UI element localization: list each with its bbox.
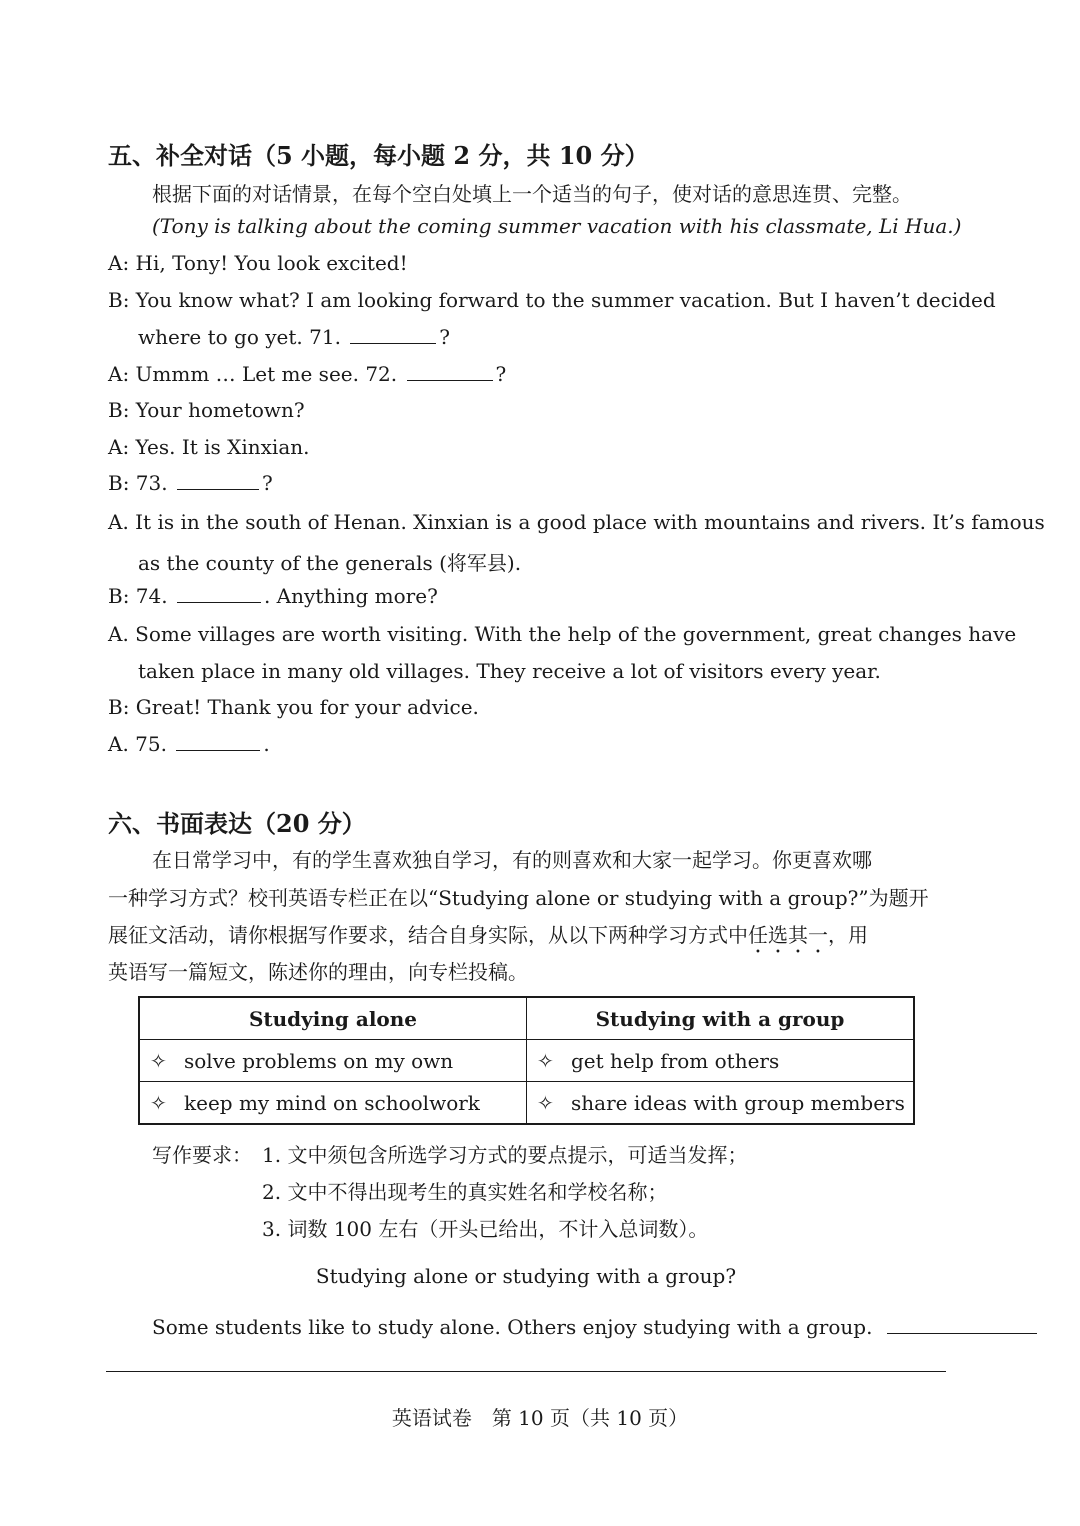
dialogue-text: where to go yet. 71. <box>138 325 341 349</box>
page-footer: 英语试卷 第 10 页（共 10 页） <box>391 1406 689 1430</box>
dialogue-line: B: Your hometown? <box>108 398 305 422</box>
dialogue-text: A. 75. <box>108 732 167 756</box>
essay-title: Studying alone or studying with a group? <box>315 1264 737 1288</box>
dialogue-line-75 <box>108 732 270 756</box>
table-cell <box>139 1082 527 1125</box>
dialogue-line: as the county of the generals (将军县). <box>138 551 522 575</box>
dialogue-text: B: 74. <box>108 584 168 608</box>
dialogue-text: ? <box>439 325 451 349</box>
cell-text: get help from others <box>571 1048 780 1073</box>
requirement-item: 2. 文中不得出现考生的真实姓名和学校名称； <box>262 1180 668 1204</box>
requirement-item: 3. 词数 100 左右（开头已给出，不计入总词数）。 <box>262 1217 709 1241</box>
dialogue-text: ? <box>495 362 507 386</box>
dialogue-line-73 <box>108 471 273 495</box>
section6-paragraph: 在日常学习中，有的学生喜欢独自学习，有的则喜欢和大家一起学习。你更喜欢哪 <box>152 848 872 872</box>
dialogue-line: A: Yes. It is Xinxian. <box>108 435 310 459</box>
dialogue-text: . <box>263 732 270 756</box>
dialogue-context: (Tony is talking about the coming summer vacation with his classmate, Li Hua.) <box>152 214 962 238</box>
study-method-table <box>138 996 915 1125</box>
answer-blank-72[interactable] <box>407 362 493 381</box>
table-cell <box>527 1082 915 1125</box>
sparkle-bullet-icon: ✧ <box>537 1090 554 1115</box>
sparkle-bullet-icon: ✧ <box>150 1048 167 1073</box>
section6-paragraph <box>108 919 868 958</box>
table-header-group: Studying with a group <box>527 997 915 1040</box>
footer-divider <box>106 1371 946 1372</box>
dialogue-text: B: 73. <box>108 471 168 495</box>
cell-text: solve problems on my own <box>184 1048 454 1073</box>
emphasis-text: 任选其一 <box>748 923 828 947</box>
sparkle-bullet-icon: ✧ <box>150 1090 167 1115</box>
essay-start-text: Some students like to study alone. Others enjoy studying with a group. <box>152 1315 873 1339</box>
section6-title: 六、书面表达（20 分） <box>108 809 366 838</box>
table-header-row <box>139 997 914 1040</box>
dialogue-line-72 <box>108 362 506 386</box>
dialogue-text: A: Ummm … Let me see. 72. <box>108 362 398 386</box>
essay-writing-blank[interactable] <box>887 1315 1037 1334</box>
dialogue-line-71 <box>138 325 450 349</box>
section5-instruction: 根据下面的对话情景，在每个空白处填上一个适当的句子，使对话的意思连贯、完整。 <box>152 182 912 206</box>
section5-title: 五、补全对话（5 小题，每小题 2 分，共 10 分） <box>108 141 649 170</box>
dialogue-line: A. Some villages are worth visiting. With the help of the government, great changes have <box>108 622 1017 646</box>
cell-text: keep my mind on schoolwork <box>184 1090 480 1115</box>
dialogue-text: ? <box>261 471 273 495</box>
table-header-alone: Studying alone <box>139 997 527 1040</box>
section6-text: ，用 <box>828 923 868 947</box>
table-row <box>139 1082 914 1125</box>
section6-paragraph: 英语写一篇短文，陈述你的理由，向专栏投稿。 <box>108 960 528 984</box>
answer-blank-74[interactable] <box>177 584 261 603</box>
dialogue-line: A. It is in the south of Henan. Xinxian is a good place with mountains and rivers. It’s famous <box>108 510 1045 534</box>
section6-paragraph: 一种学习方式？校刊英语专栏正在以“Studying alone or studying with a group?”为题开 <box>108 886 929 910</box>
cell-text: share ideas with group members <box>571 1090 905 1115</box>
sparkle-bullet-icon: ✧ <box>537 1048 554 1073</box>
answer-blank-75[interactable] <box>176 732 260 751</box>
section6-text: 展征文活动，请你根据写作要求，结合自身实际，从以下两种学习方式中 <box>108 923 748 947</box>
answer-blank-71[interactable] <box>350 325 436 344</box>
table-cell <box>139 1040 527 1082</box>
dialogue-line: taken place in many old villages. They receive a lot of visitors every year. <box>138 659 881 683</box>
dialogue-text: . Anything more? <box>263 584 438 608</box>
dialogue-line: B: Great! Thank you for your advice. <box>108 695 479 719</box>
answer-blank-73[interactable] <box>177 471 259 490</box>
essay-opening <box>152 1315 1040 1339</box>
table-row <box>139 1040 914 1082</box>
dialogue-line: A: Hi, Tony! You look excited! <box>108 251 408 275</box>
table-cell <box>527 1040 915 1082</box>
requirement-item: 1. 文中须包含所选学习方式的要点提示，可适当发挥； <box>262 1143 748 1167</box>
dialogue-line-74 <box>108 584 438 608</box>
dialogue-line: B: You know what? I am looking forward to the summer vacation. But I haven’t decided <box>108 288 996 312</box>
requirements-label: 写作要求： <box>152 1143 252 1167</box>
